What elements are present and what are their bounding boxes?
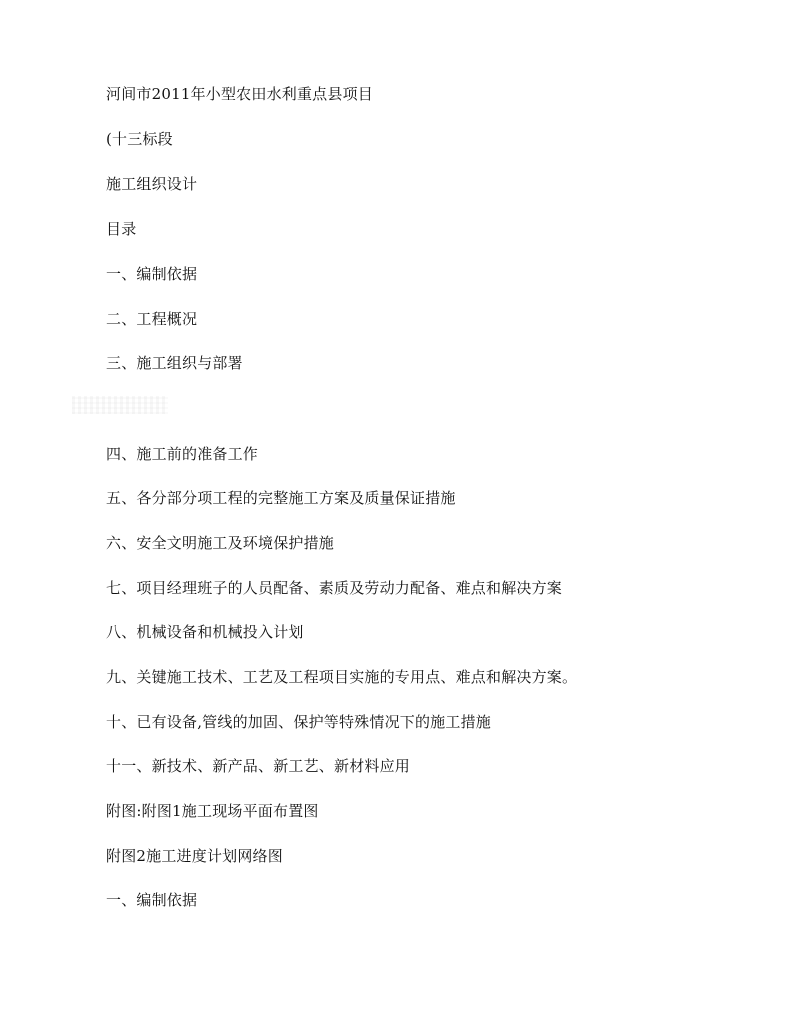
toc-item-4: 四、施工前的准备工作 <box>106 445 259 463</box>
toc-item-11: 十一、新技术、新产品、新工艺、新材料应用 <box>106 757 411 775</box>
toc-item-5: 五、各分部分项工程的完整施工方案及质量保证措施 <box>106 489 456 507</box>
toc-item-8: 八、机械设备和机械投入计划 <box>106 623 304 641</box>
toc-item-6: 六、安全文明施工及环境保护措施 <box>106 534 335 552</box>
document-title: 施工组织设计 <box>106 175 198 193</box>
toc-item-1: 一、编制依据 <box>106 265 198 283</box>
toc-item-7: 七、项目经理班子的人员配备、素质及劳动力配备、难点和解决方案 <box>106 579 563 597</box>
project-title: 河间市2011年小型农田水利重点县项目 <box>106 85 373 103</box>
toc-appendix-1: 附图:附图1施工现场平面布置图 <box>106 802 319 820</box>
toc-heading: 目录 <box>106 220 137 238</box>
scan-artifact <box>72 396 168 414</box>
toc-appendix-2: 附图2施工进度计划网络图 <box>106 847 283 865</box>
section-label: (十三标段 <box>106 130 173 148</box>
toc-item-10: 十、已有设备,管线的加固、保护等特殊情况下的施工措施 <box>106 713 491 731</box>
toc-item-3: 三、施工组织与部署 <box>106 354 243 372</box>
toc-item-2: 二、工程概况 <box>106 310 198 328</box>
section-heading-1: 一、编制依据 <box>106 891 198 909</box>
toc-item-9: 九、关键施工技术、工艺及工程项目实施的专用点、难点和解决方案。 <box>106 668 578 686</box>
